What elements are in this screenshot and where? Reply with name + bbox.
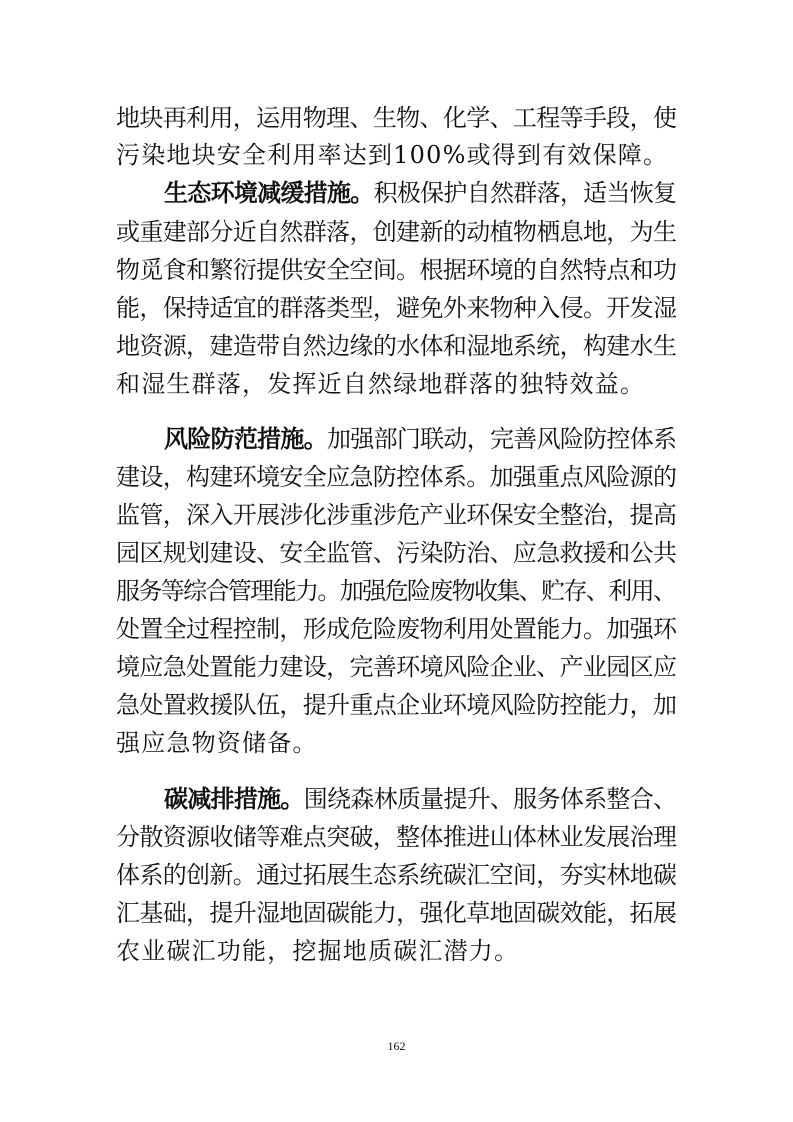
text-line — [0, 289, 793, 327]
text-run: 农业碳汇功能，挖掘地质碳汇潜力。 — [116, 937, 520, 965]
text-line — [0, 686, 793, 724]
text-line — [0, 724, 793, 762]
text-run: 能，保持适宜的群落类型，避免外来物种入侵。开发湿 — [116, 294, 677, 322]
text-run: 体系的创新。通过拓展生态系统碳汇空间，夯实林地碳 — [116, 861, 677, 889]
text-run: 分散资源收储等难点突破，整体推进山体林业发展治理 — [116, 823, 677, 851]
text-line — [0, 251, 793, 289]
section-heading: 风险防范措施。 — [164, 425, 327, 453]
text-line — [0, 818, 793, 856]
text-line — [0, 932, 793, 970]
text-run: 建设，构建环境安全应急防控体系。加强重点风险源的 — [116, 463, 677, 491]
section-heading: 生态环境减缓措施。 — [164, 179, 374, 207]
text-line — [0, 213, 793, 251]
text-run: 汇基础，提升湿地固碳能力，强化草地固碳效能，拓展 — [116, 899, 677, 927]
text-run: 急处置救援队伍，提升重点企业环境风险防控能力，加 — [116, 691, 677, 719]
text-line — [0, 894, 793, 932]
section-heading: 碳减排措施。 — [164, 785, 304, 813]
text-run: 境应急处置能力建设，完善环境风险企业、产业园区应 — [116, 653, 677, 681]
text-run: 围绕森林质量提升、服务体系整合、 — [303, 785, 677, 813]
text-line — [0, 572, 793, 610]
text-run: 强应急物资储备。 — [116, 729, 318, 757]
text-run: 地块再利用，运用物理、生物、化学、工程等手段，使 — [116, 104, 677, 132]
text-line — [0, 648, 793, 686]
text-line — [0, 610, 793, 648]
text-run: 污染地块安全利用率达到100%或得到有效保障。 — [116, 141, 669, 169]
text-line — [0, 174, 793, 212]
text-line — [0, 534, 793, 572]
text-line — [0, 780, 793, 818]
text-line — [0, 856, 793, 894]
text-run: 服务等综合管理能力。加强危险废物收集、贮存、利用、 — [116, 577, 676, 605]
text-run: 监管，深入开展涉化涉重涉危产业环保安全整治，提高 — [116, 501, 677, 529]
text-line — [0, 99, 793, 137]
text-line — [0, 365, 793, 403]
text-run: 处置全过程控制，形成危险废物利用处置能力。加强环 — [116, 615, 677, 643]
text-run: 加强部门联动，完善风险防控体系 — [327, 425, 677, 453]
text-line — [0, 327, 793, 365]
text-run: 园区规划建设、安全监管、污染防治、应急救援和公共 — [116, 539, 677, 567]
text-run: 积极保护自然群落，适当恢复 — [373, 179, 677, 207]
page-number: 162 — [387, 1039, 406, 1053]
text-run: 或重建部分近自然群落，创建新的动植物栖息地，为生 — [116, 218, 677, 246]
text-run: 地资源，建造带自然边缘的水体和湿地系统，构建水生 — [116, 332, 677, 360]
text-run: 和湿生群落，发挥近自然绿地群落的独特效益。 — [116, 370, 646, 398]
text-line — [0, 458, 793, 496]
text-line — [0, 420, 793, 458]
text-line — [0, 136, 793, 174]
text-run: 物觅食和繁衍提供安全空间。根据环境的自然特点和功 — [116, 256, 677, 284]
text-line — [0, 496, 793, 534]
